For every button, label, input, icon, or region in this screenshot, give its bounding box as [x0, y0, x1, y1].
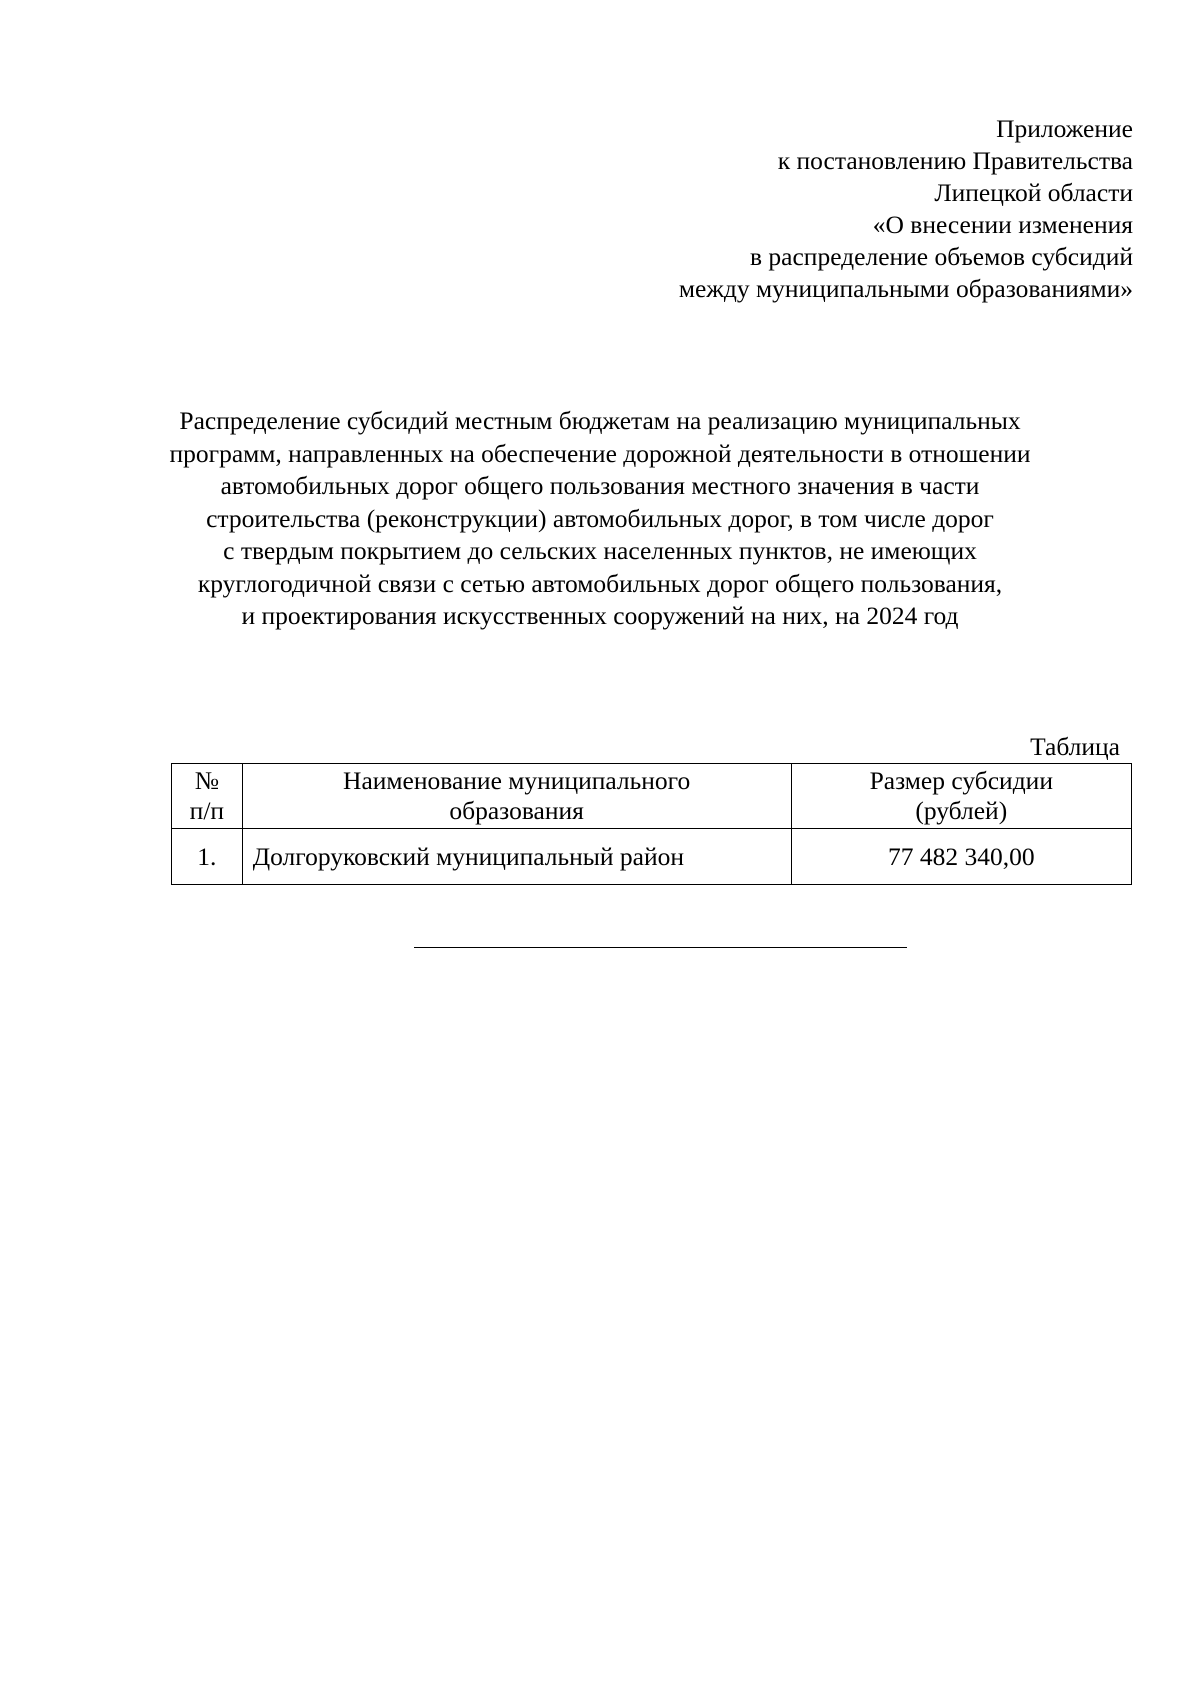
header-name-line: образования: [449, 796, 584, 825]
row-num: 1.: [172, 829, 243, 885]
title-line: Распределение субсидий местным бюджетам на реализацию муниципальных: [179, 406, 1021, 435]
appendix-line: к постановлению Правительства: [777, 146, 1133, 175]
table-row: [172, 829, 1132, 885]
appendix-line: в распределение объемов субсидий: [750, 242, 1133, 271]
header-name-line: Наименование муниципального: [343, 766, 691, 795]
end-divider: [414, 947, 907, 948]
title-line: и проектирования искусственных сооружений на них, на 2024 год: [241, 601, 959, 630]
subsidy-table: [171, 763, 1132, 885]
title-line: строительства (реконструкции) автомобильных дорог, в том числе дорог: [206, 503, 994, 533]
header-num: [172, 764, 243, 829]
title-line: с твердым покрытием до сельских населенных пунктов, не имеющих: [223, 536, 977, 565]
table-caption: Таблица: [1030, 732, 1120, 761]
row-name: Долгоруковский муниципальный район: [242, 829, 791, 885]
table-header-row: [172, 764, 1132, 829]
appendix-line: Приложение: [996, 114, 1133, 143]
title-line: программ, направленных на обеспечение дорожной деятельности в отношении: [169, 438, 1031, 468]
document-title: [150, 405, 1050, 633]
title-line: круглогодичной связи с сетью автомобильных дорог общего пользования,: [197, 568, 1003, 598]
header-num-line: п/п: [189, 796, 225, 825]
appendix-line: Липецкой области: [934, 178, 1133, 207]
header-amount-line: (рублей): [915, 796, 1008, 825]
appendix-header: [679, 113, 1133, 305]
header-amount-line: Размер субсидии: [869, 766, 1053, 795]
title-line: автомобильных дорог общего пользования местного значения в части: [220, 471, 980, 500]
appendix-line: между муниципальными образованиями»: [678, 274, 1133, 303]
header-num-line: №: [194, 766, 220, 795]
header-amount: [791, 764, 1131, 829]
header-name: [242, 764, 791, 829]
appendix-line: «О внесении изменения: [872, 210, 1133, 239]
row-amount: 77 482 340,00: [791, 829, 1131, 885]
